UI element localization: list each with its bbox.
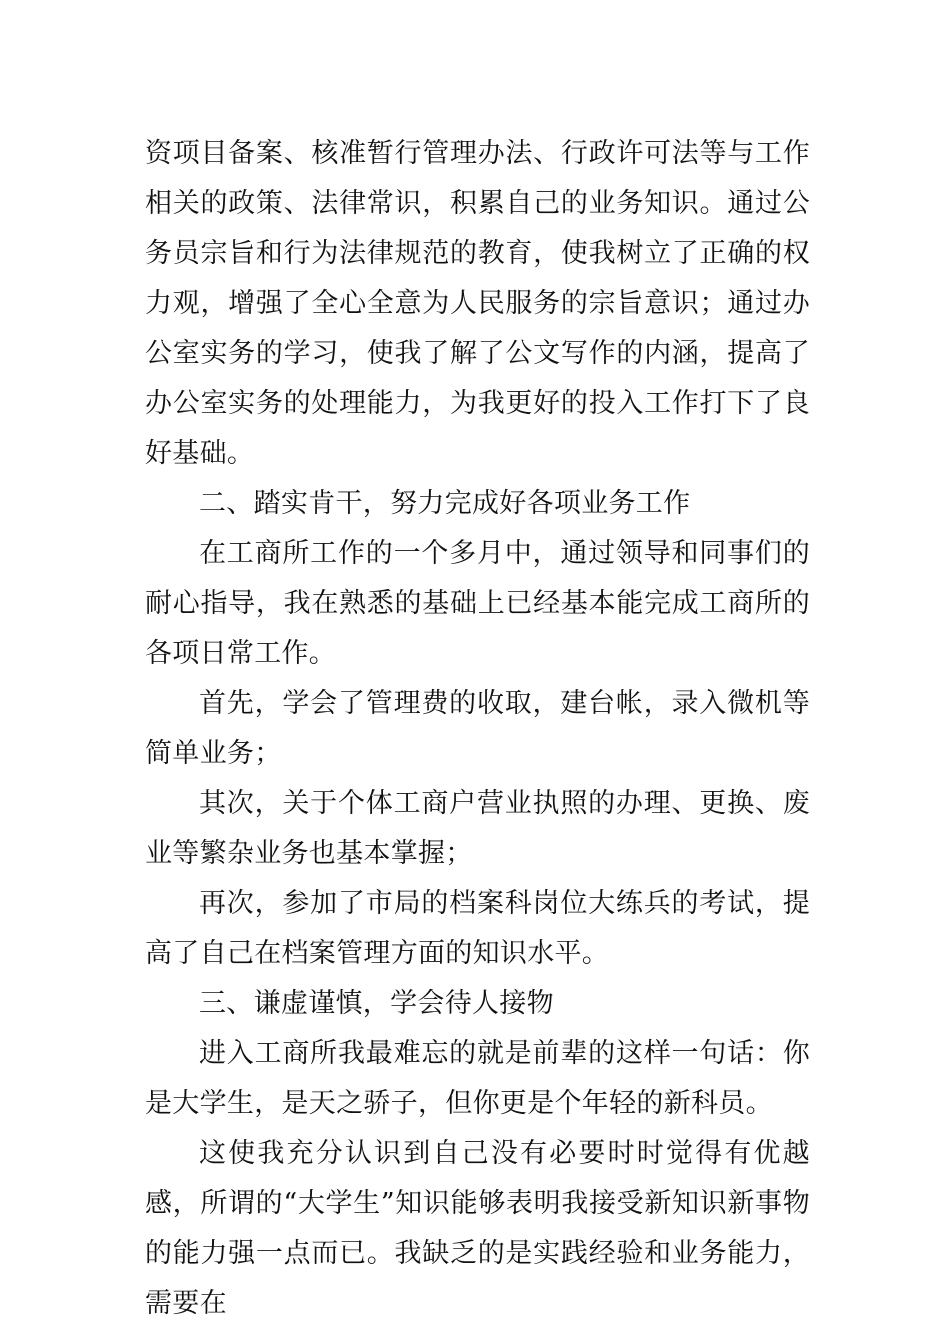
paragraph: 这使我充分认识到自己没有必要时时觉得有优越感，所谓的“大学生”知识能够表明我接受新知识新事物的能力强一点而已。我缺乏的是实践经验和业务能力，需要在	[145, 1138, 810, 1319]
paragraph: 在工商所工作的一个多月中，通过领导和同事们的耐心指导，我在熟悉的基础上已经基本能完成工商所的各项日常工作。	[145, 538, 810, 669]
paragraph: 进入工商所我最难忘的就是前辈的这样一句话：你是大学生，是天之骄子，但你更是个年轻的新科员。	[145, 1038, 810, 1119]
document-body	[145, 129, 810, 1329]
paragraph-continuation: 资项目备案、核准暂行管理办法、行政许可法等与工作相关的政策、法律常识，积累自己的业务知识。通过公务员宗旨和行为法律规范的教育，使我树立了正确的权力观，增强了全心全意为人民服务的宗旨意识；通过办公室实务的学习，使我了解了公文写作的内涵，提高了办公室实务的处理能力，为我更好的投入工作打下了良好基础。	[145, 138, 810, 469]
section-heading-2: 二、踏实肯干，努力完成好各项业务工作	[199, 488, 691, 519]
paragraph: 再次，参加了市局的档案科岗位大练兵的考试，提高了自己在档案管理方面的知识水平。	[145, 888, 810, 969]
section-heading-3: 三、谦虚谨慎，学会待人接物	[199, 988, 554, 1019]
paragraph: 其次，关于个体工商户营业执照的办理、更换、废业等繁杂业务也基本掌握；	[145, 788, 810, 869]
paragraph: 首先，学会了管理费的收取，建台帐，录入微机等简单业务；	[145, 688, 810, 769]
